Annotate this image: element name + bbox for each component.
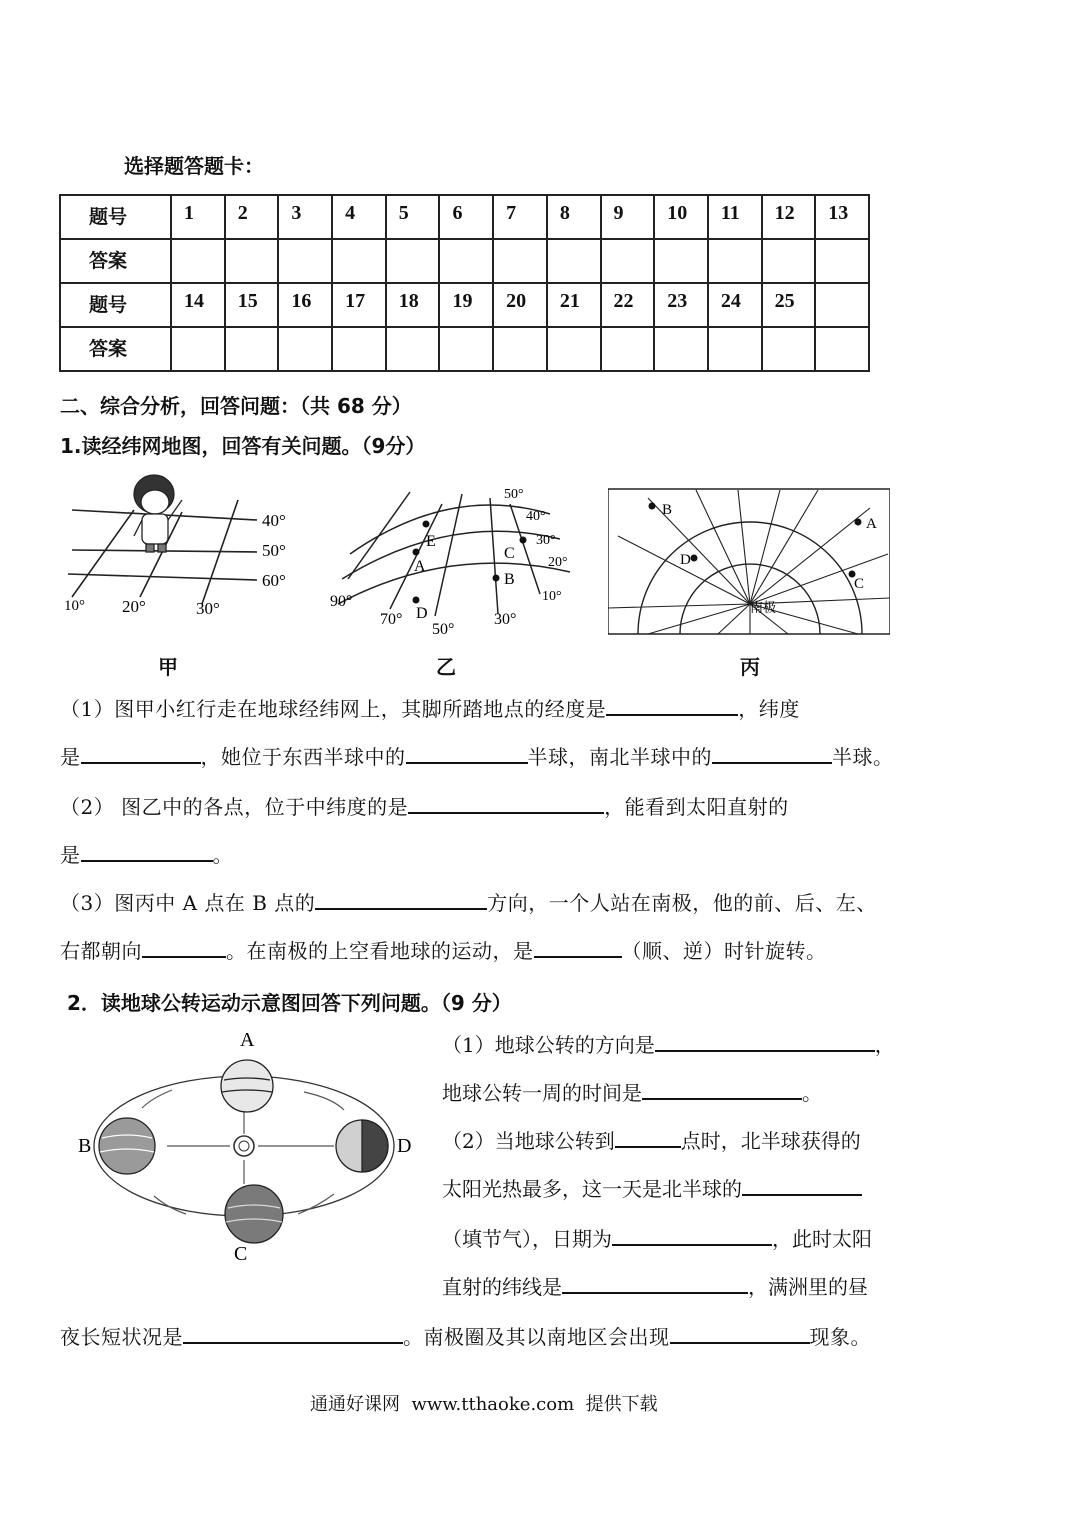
lat-label: 60° (262, 571, 286, 590)
answer-cell[interactable] (601, 239, 655, 283)
question-1-title: 1.读经纬网地图，回答有关问题。（9分） (60, 434, 426, 458)
figure-caption-jia: 甲 (158, 655, 178, 679)
answer-blank[interactable] (534, 934, 622, 958)
answer-cell[interactable] (439, 239, 493, 283)
section-heading: 二、综合分析，回答问题：（共 68 分） (60, 394, 412, 418)
answer-cell[interactable] (654, 327, 708, 371)
footer-text: 通通好课网 www.tthaoke.com 提供下载 (310, 1394, 658, 1415)
answer-cell[interactable] (332, 239, 386, 283)
question-2-title: 2．读地球公转运动示意图回答下列问题。（9 分） (60, 991, 512, 1015)
question-number: 14 (171, 283, 225, 327)
question-number: 2 (225, 195, 279, 239)
orbit-label: D (397, 1135, 412, 1157)
row-label: 答案 (60, 327, 171, 371)
tick-label: 50° (432, 621, 455, 638)
table-row (60, 327, 869, 371)
answer-blank[interactable] (81, 838, 213, 862)
answer-cell[interactable] (762, 327, 816, 371)
orbit-diagram (72, 1028, 422, 1268)
answer-cell[interactable] (547, 327, 601, 371)
orbit-label: B (78, 1135, 92, 1157)
q2-part1-line1: （1）地球公转的方向是 ， (442, 1028, 895, 1058)
figure-yi-graticule (330, 484, 580, 639)
lon-label: 10° (64, 598, 85, 614)
answer-cell[interactable] (171, 239, 225, 283)
answer-blank[interactable] (81, 740, 201, 764)
question-number: 19 (439, 283, 493, 327)
answer-blank[interactable] (655, 1028, 875, 1052)
row-label: 题号 (60, 283, 171, 327)
q2-part2-line5: 夜长短状况是 。南极圈及其以南地区会出现 现象。 (60, 1320, 871, 1350)
q2-part2-line1: （2）当地球公转到 点时，北半球获得的 (442, 1124, 861, 1154)
question-number: 3 (278, 195, 332, 239)
figure-caption-yi: 乙 (436, 655, 456, 679)
question-number: 12 (762, 195, 816, 239)
question-number (815, 283, 869, 327)
answer-cell[interactable] (708, 239, 762, 283)
q2-part1-line2: 地球公转一周的时间是 。 (442, 1076, 822, 1106)
answer-blank[interactable] (712, 740, 832, 764)
row-label: 答案 (60, 239, 171, 283)
point-label: A (414, 558, 426, 575)
answer-card-title: 选择题答题卡： (124, 154, 264, 178)
figure-caption-bing: 丙 (740, 655, 760, 679)
answer-cell[interactable] (708, 327, 762, 371)
answer-blank[interactable] (406, 740, 528, 764)
question-number: 8 (547, 195, 601, 239)
answer-blank[interactable] (615, 1124, 681, 1148)
question-number: 16 (278, 283, 332, 327)
q1-part1-line2: 是 ，她位于东西半球中的 半球，南北半球中的 半球。 (60, 740, 894, 770)
answer-cell[interactable] (493, 239, 547, 283)
answer-cell[interactable] (386, 327, 440, 371)
question-number: 13 (815, 195, 869, 239)
q1-part1-line1: （1）图甲小红行走在地球经纬网上，其脚所踏地点的经度是 ，纬度 (60, 692, 800, 722)
question-number: 4 (332, 195, 386, 239)
question-number: 22 (601, 283, 655, 327)
question-number: 17 (332, 283, 386, 327)
question-number: 25 (762, 283, 816, 327)
table-row (60, 239, 869, 283)
q1-part3-line2: 右都朝向 。在南极的上空看地球的运动，是 （顺、逆）时针旋转。 (60, 934, 827, 964)
answer-cell[interactable] (493, 327, 547, 371)
answer-cell[interactable] (815, 239, 869, 283)
lat-label: 40° (262, 511, 286, 530)
answer-cell[interactable] (815, 327, 869, 371)
tick-label: 30° (494, 611, 517, 628)
answer-cell[interactable] (332, 327, 386, 371)
center-label: 南极 (750, 600, 777, 615)
answer-blank[interactable] (606, 692, 738, 716)
answer-blank[interactable] (742, 1172, 862, 1196)
point-label: B (662, 502, 673, 518)
answer-cell[interactable] (386, 239, 440, 283)
lon-label: 30° (196, 599, 220, 618)
answer-cell[interactable] (654, 239, 708, 283)
lon-label: 20° (122, 597, 146, 616)
question-number: 24 (708, 283, 762, 327)
answer-blank[interactable] (670, 1320, 810, 1344)
figure-bing-polar (608, 488, 890, 636)
answer-cell[interactable] (547, 239, 601, 283)
answer-cell[interactable] (762, 239, 816, 283)
q1-part2-line2: 是 。 (60, 838, 233, 868)
question-number: 21 (547, 283, 601, 327)
answer-cell[interactable] (601, 327, 655, 371)
point-label: C (854, 576, 865, 592)
figure-jia-graticule (62, 472, 307, 622)
tick-label: 40° (526, 509, 546, 524)
q2-part2-line4: 直射的纬线是 ，满洲里的昼 (442, 1270, 868, 1300)
answer-blank[interactable] (408, 790, 604, 814)
tick-label: 70° (380, 611, 403, 628)
lat-label: 50° (262, 541, 286, 560)
question-number: 9 (601, 195, 655, 239)
point-label: D (416, 605, 428, 622)
answer-cell[interactable] (171, 327, 225, 371)
question-number: 20 (493, 283, 547, 327)
orbit-label: A (240, 1029, 255, 1051)
tick-label: 50° (504, 487, 524, 502)
question-number: 1 (171, 195, 225, 239)
table-row (60, 283, 869, 327)
point-label: A (866, 516, 877, 532)
question-number: 6 (439, 195, 493, 239)
point-label: B (504, 571, 515, 588)
q2-part2-line2: 太阳光热最多，这一天是北半球的 (442, 1172, 862, 1202)
answer-cell[interactable] (439, 327, 493, 371)
answer-cell[interactable] (278, 239, 332, 283)
q1-part3-line1: （3）图丙中 A 点在 B 点的 方向，一个人站在南极，他的前、后、左、 (60, 886, 877, 916)
tick-label: 30° (536, 533, 556, 548)
answer-blank[interactable] (315, 886, 487, 910)
answer-blank[interactable] (612, 1222, 772, 1246)
tick-label: 10° (542, 589, 562, 604)
answer-blank[interactable] (642, 1076, 802, 1100)
question-number: 11 (708, 195, 762, 239)
answer-card-table (59, 194, 870, 372)
question-number: 23 (654, 283, 708, 327)
point-label: D (680, 552, 691, 568)
question-number: 15 (225, 283, 279, 327)
question-number: 5 (386, 195, 440, 239)
answer-cell[interactable] (225, 239, 279, 283)
question-number: 10 (654, 195, 708, 239)
answer-cell[interactable] (225, 327, 279, 371)
orbit-label: C (234, 1243, 248, 1265)
tick-label: 90° (330, 593, 353, 610)
answer-blank[interactable] (562, 1270, 748, 1294)
row-label: 题号 (60, 195, 171, 239)
table-row (60, 195, 869, 239)
question-number: 18 (386, 283, 440, 327)
point-label: E (426, 533, 436, 550)
tick-label: 20° (548, 555, 568, 570)
answer-cell[interactable] (278, 327, 332, 371)
question-number: 7 (493, 195, 547, 239)
q1-part2-line1: （2） 图乙中的各点，位于中纬度的是 ，能看到太阳直射的 (60, 790, 789, 820)
answer-blank[interactable] (183, 1320, 403, 1344)
q2-part2-line3: （填节气），日期为 ，此时太阳 (442, 1222, 872, 1252)
answer-blank[interactable] (142, 934, 226, 958)
point-label: C (504, 545, 515, 562)
